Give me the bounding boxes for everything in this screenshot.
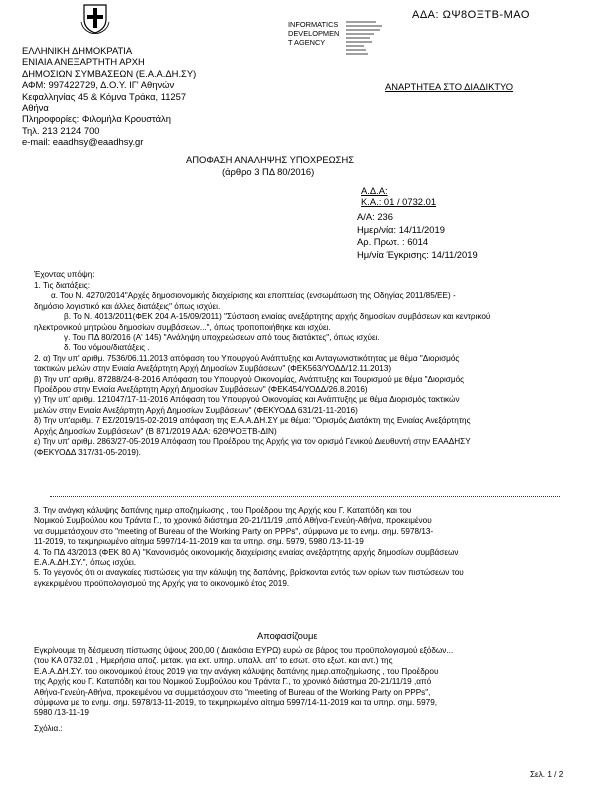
item-line: 5. Το γεγονός ότι οι αναγκαίες πιστώσεις για την κάλυψη της δαπάνης, βρίσκονται εντός των ορίων των πιστώσεων του — [34, 568, 464, 578]
meta-date: Ημερ/νία: 14/11/2019 — [357, 223, 445, 235]
sender-line: ΔΗΜΟΣΙΩΝ ΣΥΜΒΑΣΕΩΝ (Ε.Α.Α.ΔΗ.ΣΥ) — [22, 67, 197, 79]
comments-label: Σχόλια.: — [34, 724, 63, 733]
decision-line: σύμφωνα με το ενημ. σημ. 5978/13-11-2019, το τεκμηριωμένο αίτημα 5997/14-11-2019 και τα υπηρ. σημ. 5979, — [34, 698, 438, 708]
decision-line: της Αρχής κου Γ. Καταπόδη και του Νομικού Συμβούλου κου Τράντα Γ., το χρονικό διάστημα 20-21/11/19 ,από — [34, 677, 432, 687]
dotted-divider — [50, 496, 560, 497]
meta-block — [361, 185, 436, 208]
greek-emblem-icon — [80, 2, 110, 34]
item-line: 11-2019, το τεκμηριωμένο αίτημα 5997/14-11-2019 και τα υπηρ. σημ. 5979, 5980 /13-11-19 — [34, 537, 364, 547]
decision-line: Ε.Α.Α.ΔΗ.ΣΥ. του οικονομικού έτους 2019 για την ανάγκη κάλυψης δαπάνης ημερ.αποζημίωσης , του Προέδρου — [34, 666, 439, 676]
body-line: ε) Την υπ' αριθμ. 2863/27-05-2019 Απόφαση του Προέδρου της Αρχής για τον ορισμό Γενικού Διευθυντή στην ΕΑΑΔΗΣΥ — [34, 437, 471, 447]
body-line: δ) Την υπ'αριθμ. 7 ΕΣ/2019/15-02-2019 απόφαση της Ε.Α.Α.ΔΗ.ΣΥ με θέμα: "Ορισμός Διατάκτη της Ενιαίας Ανεξάρτητης — [34, 416, 471, 426]
body-line: Προέδρου στην Ενιαία Ανεξάρτητη Αρχή Δημοσίων Συμβάσεων" (ΦΕΚ454/ΥΟΔΔ/26.8.2016) — [34, 385, 368, 395]
sender-block — [22, 45, 196, 148]
body-line: β) Την υπ' αριθμ. 87288/24-8-2016 Απόφαση του Υπουργού Οικονομίας, Ανάπτυξης και Τουρισμού με θέμα "Διορισμός — [34, 374, 465, 384]
body-line: α. Του Ν. 4270/2014"Αρχές δημοσιονομικής διαχείρισης και εποπτείας (ενσωμάτωση της Οδηγίας 2011/85/ΕΕ) - — [51, 291, 456, 301]
item-line: 4. Το ΠΔ 43/2013 (ΦΕΚ 80 Α) "Κανονισμός οικονομικής διαχείρισης ενιαίας ανεξάρτητης αρχής δημοσίων συμβάσεων — [34, 547, 459, 557]
items-block — [34, 506, 464, 589]
decision-line: 5980 /13-11-19 — [34, 708, 89, 718]
considerations-block — [34, 281, 490, 458]
item-line: 3. Την ανάγκη κάλυψης δαπάνης ημερ αποζημίωσης , του Προέδρου της Αρχής κου Γ. Καταπόδη και του — [34, 506, 412, 515]
meta-details — [357, 211, 478, 261]
sender-line: ΑΦΜ: 997422729, Δ.Ο.Υ. ΙΓ' Αθηνών — [22, 79, 175, 91]
body-line: (ΦΕΚΥΟΔΔ 317/31-05-2019). — [34, 447, 141, 457]
document-title: ΑΠΟΦΑΣΗ ΑΝΑΛΗΨΗΣ ΥΠΟΧΡΕΩΣΗΣ — [186, 154, 355, 165]
body-line: γ) Την υπ' αριθμ. 121047/17-11-2016 Απόφαση του Υπουργού Οικονομίας και Ανάπτυξης με θέμα Διορισμός τακτικών — [34, 395, 460, 405]
sender-line: Κεφαλληνίας 45 & Κόμνα Τράκα, 11257 — [22, 90, 187, 102]
publish-note: ΑΝΑΡΤΗΤΕΑ ΣΤΟ ΔΙΑΔΙΚΤΥΟ — [385, 81, 514, 92]
body-line: ηλεκτρονικού μητρώου δημοσίων συμβάσεων...", όπως τροποποιήθηκε και ισχύει. — [34, 322, 331, 332]
decision-line: Εγκρίνουμε τη δέσμευση πίστωσης ύψους 200,00 ( Διακόσια ΕΥΡΩ) ευρώ σε βάρος του προϋπολογισμού εξόδων... — [34, 646, 454, 655]
decision-line: Αθήνα-Γενεύη-Αθήνα, προκειμένου να συμμετάσχουν στο "meeting of Bureau of the Working Party on PPPs", — [34, 687, 431, 697]
body-line: μελών στην Ενιαία Ανεξάρτητη Αρχή Δημοσίων Συμβάσεων" (ΦΕΚΥΟΔΔ 631/21-11-2016) — [34, 405, 358, 415]
having-seen-heading: Έχοντας υπόψη: — [34, 270, 95, 279]
page-number: Σελ. 1 / 2 — [530, 770, 564, 779]
body-line: β. Το Ν. 4013/2011(ΦΕΚ 204 Α-15/09/2011) "Σύσταση ενιαίας ανεξάρτητης αρχής δημοσίων συμβάσεων και κεντρικού — [64, 312, 491, 322]
document-ada: ΑΔΑ: ΩΨ8ΟΞΤΒ-ΜΑΟ — [412, 9, 530, 21]
sender-line: ΕΛΛΗΝΙΚΗ ΔΗΜΟΚΡΑΤΙΑ — [22, 45, 133, 56]
item-line: να συμμετάσχουν στο "meeting of Bureau of the Working Party on PPPs", σύμφωνα με το ενημ. σημ. 5978/13- — [34, 526, 434, 536]
decision-line: (του ΚΑ 0732.01 , Ημερήσια αποζ. μετακ. για εκτ. υπηρ. υπαλλ. απ' το εσωτ. στο εξωτ. και αντ.) της — [34, 656, 393, 666]
item-line: Νομικού Συμβούλου κου Τράντα Γ., το χρονικό διάστημα 20-21/11/19 ,από Αθήνα-Γενεύη-Αθήνα, προκειμένου — [34, 516, 432, 526]
decision-block — [34, 646, 453, 719]
body-line: 1. Τις διατάξεις: — [34, 281, 91, 290]
sender-line: ΕΝΙΑΙΑ ΑΝΕΞΑΡΤΗΤΗ ΑΡΧΗ — [22, 56, 145, 68]
item-line: Ε.Α.Α.ΔΗ.ΣΥ.", όπως ισχύει. — [34, 558, 137, 568]
body-line: γ. Του ΠΔ 80/2016 (Α' 145) "Ανάληψη υποχρεώσεων από τους διατάκτες", όπως ισχύει. — [64, 333, 380, 343]
document-subtitle: (άρθρο 3 ΠΔ 80/2016) — [222, 166, 315, 177]
body-line: Αρχής Δημοσίων Συμβάσεων" (Β 871/2019 ΑΔΑ: 62ΘΨΟΞΤΒ-ΔΙΝ) — [34, 426, 277, 436]
meta-prot: Αρ. Πρωτ. : 6014 — [357, 236, 429, 248]
sender-line: Πληροφορίες: Φιλομήλα Κρουστάλη — [22, 113, 171, 125]
item-line: εγκεκριμένου προϋπολογισμού της Αρχής για το οικονομικό έτος 2019. — [34, 578, 290, 588]
body-line: δ. Του νόμου/διατάξεις . — [64, 343, 150, 353]
body-line: δημόσιο λογιστικό και άλλες διατάξεις" όπως ισχύει. — [34, 301, 221, 311]
sender-line: e-mail: eaadhsy@eaadhsy.gr — [22, 136, 144, 148]
it-logo-text: INFORMATICS DEVELOPMEN T AGENCY — [288, 20, 340, 47]
sender-line: Αθήνα — [22, 102, 49, 114]
decision-heading: Αποφασίζουμε — [257, 630, 318, 641]
meta-ada-label: Α.Δ.Α: — [361, 185, 388, 196]
meta-aa: Α/Α: 236 — [357, 211, 393, 222]
sender-line: Τηλ. 213 2124 700 — [22, 124, 100, 136]
agency-logo-icon — [346, 20, 402, 60]
meta-ka: Κ.Α.: 01 / 0732.01 — [361, 196, 437, 208]
body-line: τακτικών μελών στην Ενιαία Ανεξάρτητη Αρχή Δημοσίων Συμβάσεων" (ΦΕΚ563/ΥΟΔΔ/12.11.2013) — [34, 364, 392, 374]
meta-approval: Ημ/νία Έγκρισης: 14/11/2019 — [357, 248, 478, 260]
body-line: 2. α) Την υπ' αριθμ. 7536/06.11.2013 απόφαση του Υπουργού Ανάπτυξης και Ανταγωνιστικότητας με θέμα "Διορισμός — [34, 353, 460, 363]
